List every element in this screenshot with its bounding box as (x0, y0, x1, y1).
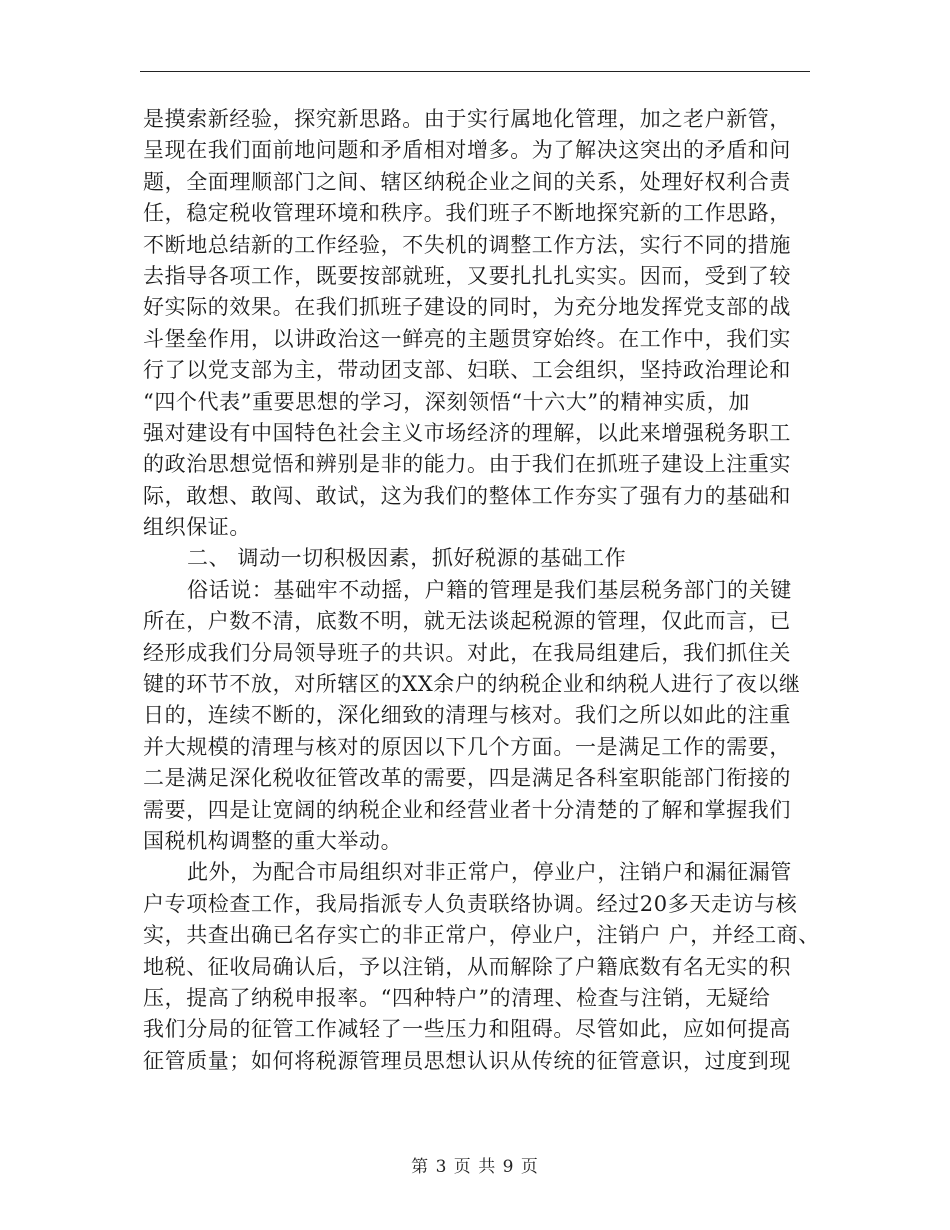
text-line: 呈现在我们面前地问题和矛盾相对增多。为了解决这突出的矛盾和问 (143, 138, 791, 163)
text-line: 任，稳定税收管理环境和秩序。我们班子不断地探究新的工作思路， (143, 201, 791, 226)
text-line: 户专项检查工作，我局指派专人负责联络协调。经过20多天走访与核 (143, 891, 798, 916)
text-line: 去指导各项工作，既要按部就班，又要扎扎扎实实。因而，受到了较 (143, 263, 791, 288)
text-line: 键的环节不放，对所辖区的XX余户的纳税企业和纳税人进行了夜以继 (143, 672, 801, 697)
text-line: 地税、征收局确认后，予以注销，从而解除了户籍底数有名无实的积 (143, 954, 791, 979)
text-line: 日的，连续不断的，深化细致的清理与核对。我们之所以如此的注重 (143, 703, 791, 728)
text-line: 二是满足深化税收征管改革的需要，四是满足各科室职能部门衔接的 (143, 766, 791, 791)
text-line: 强对建设有中国特色社会主义市场经济的理解，以此来增强税务职工 (143, 420, 791, 445)
text-line: 我们分局的征管工作减轻了一些压力和阻碍。尽管如此，应如何提高 (143, 1017, 791, 1042)
text-line: 需要，四是让宽阔的纳税企业和经营业者十分清楚的了解和掌握我们 (143, 797, 791, 822)
header-rule (140, 71, 810, 72)
text-line: 俗话说：基础牢不动摇，户籍的管理是我们基层税务部门的关键 (187, 577, 792, 602)
text-line: “四个代表”重要思想的学习，深刻领悟“十六大”的精神实质，加 (143, 389, 750, 414)
text-line: 组织保证。 (143, 515, 251, 540)
page-footer: 第 3 页 共 9 页 (411, 1157, 539, 1177)
text-line: 斗堡垒作用，以讲政治这一鲜亮的主题贯穿始终。在工作中，我们实 (143, 326, 791, 351)
text-line: 不断地总结新的工作经验，不失机的调整工作方法，实行不同的措施 (143, 232, 791, 257)
text-line: 并大规模的清理与核对的原因以下几个方面。一是满足工作的需要， (143, 734, 791, 759)
text-line: 的政治思想觉悟和辨别是非的能力。由于我们在抓班子建设上注重实 (143, 452, 791, 477)
text-line: 实，共查出确已名存实亡的非正常户，停业户，注销户 户，并经工商、 (143, 923, 820, 948)
text-line: 际，敢想、敢闯、敢试，这为我们的整体工作夯实了强有力的基础和 (143, 483, 791, 508)
text-line: 国税机构调整的重大举动。 (143, 828, 403, 853)
text-line: 所在，户数不清，底数不明，就无法谈起税源的管理，仅此而言，已 (143, 609, 791, 634)
text-line: 征管质量；如何将税源管理员思想认识从传统的征管意识，过度到现 (143, 1048, 791, 1073)
text-line: 经形成我们分局领导班子的共识。对此，在我局组建后，我们抓住关 (143, 640, 791, 665)
document-body (143, 104, 820, 1077)
text-line: 行了以党支部为主，带动团支部、妇联、工会组织，坚持政治理论和 (143, 358, 791, 383)
text-line: 题，全面理顺部门之间、辖区纳税企业之间的关系，处理好权利合责 (143, 169, 791, 194)
text-line: 压，提高了纳税申报率。“四种特户”的清理、检查与注销，无疑给 (143, 985, 771, 1010)
text-line: 是摸索新经验，探究新思路。由于实行属地化管理，加之老户新管， (143, 107, 791, 131)
text-line: 好实际的效果。在我们抓班子建设的同时，为充分地发挥党支部的战 (143, 295, 791, 320)
text-line: 此外，为配合市局组织对非正常户，停业户，注销户和漏征漏管 (187, 860, 792, 885)
text-line: 二、 调动一切积极因素，抓好税源的基础工作 (187, 546, 627, 571)
